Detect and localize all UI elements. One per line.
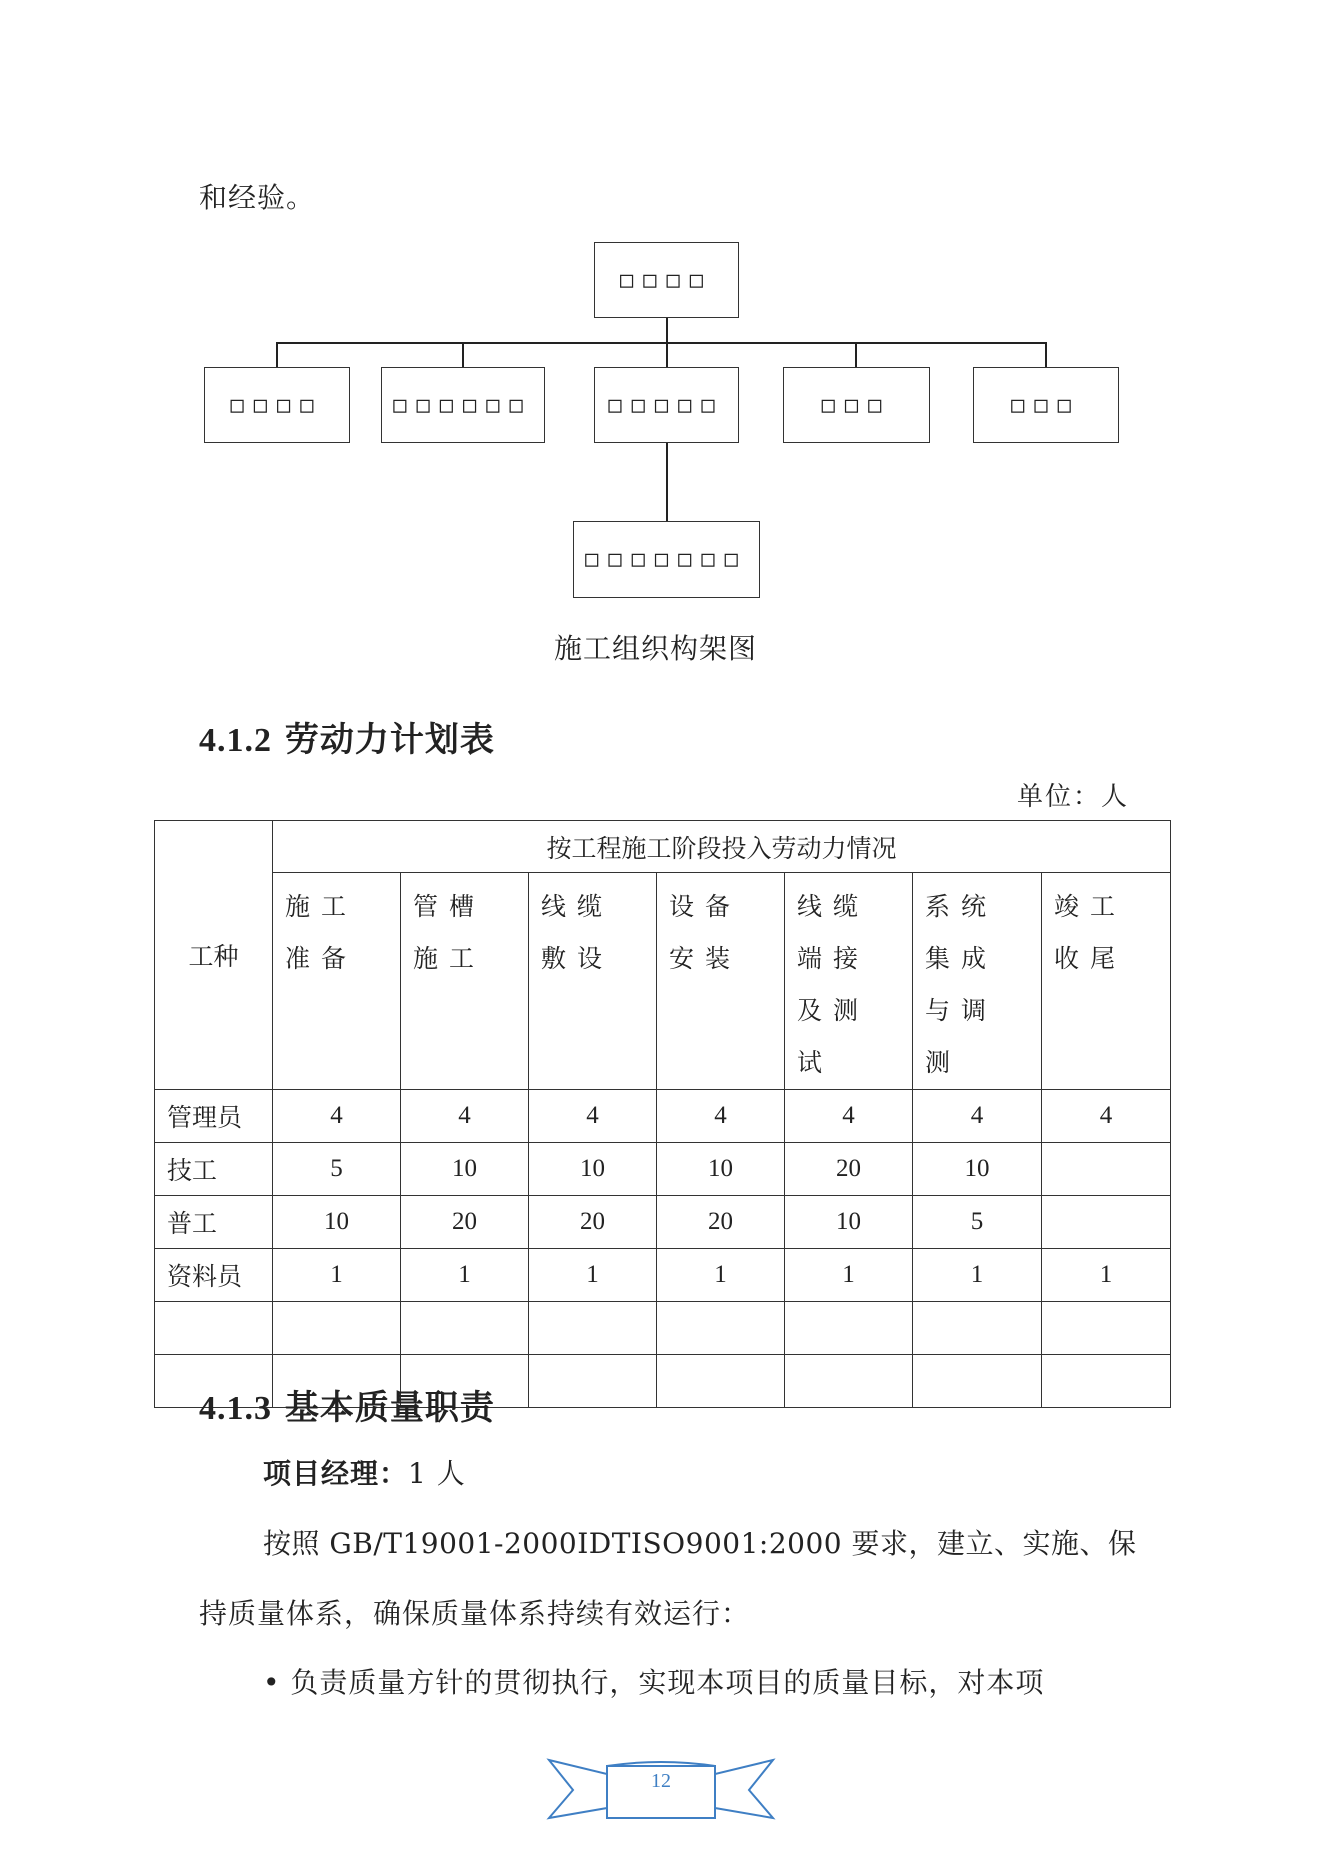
table-cell: 10 [529, 1143, 657, 1196]
section-number: 4.1.3 [199, 1390, 272, 1427]
stage-header: 线缆敷设 [529, 873, 657, 1090]
table-cell [1042, 1196, 1171, 1249]
org-connector [666, 342, 668, 368]
labor-plan-table [154, 820, 1171, 1408]
table-cell [1042, 1302, 1171, 1355]
table-cell: 20 [785, 1143, 913, 1196]
row-label: 普工 [155, 1196, 273, 1249]
table-cell: 4 [273, 1090, 401, 1143]
org-connector [666, 318, 668, 343]
table-cell: 1 [657, 1249, 785, 1302]
table-cell [913, 1302, 1042, 1355]
org-child-box: □□□ [973, 367, 1119, 443]
table-cell [401, 1302, 529, 1355]
section-heading-413 [199, 1380, 495, 1429]
table-cell: 20 [529, 1196, 657, 1249]
bullet-marker: • [263, 1666, 281, 1699]
org-connector [462, 342, 464, 368]
table-row [155, 1249, 1171, 1302]
stage-header: 系统集成与调测 [913, 873, 1042, 1090]
table-cell: 20 [401, 1196, 529, 1249]
org-sub-box: □□□□□□□ [573, 521, 760, 598]
project-manager-heading [263, 1452, 466, 1492]
unit-label: 单位：人 [1017, 782, 1130, 812]
table-cell [273, 1302, 401, 1355]
table-cell [913, 1355, 1042, 1408]
table-cell: 1 [785, 1249, 913, 1302]
intro-text: 和经验。 [199, 181, 316, 214]
bullet-item [263, 1661, 1044, 1701]
table-cell [657, 1355, 785, 1408]
stage-header: 施工准备 [273, 873, 401, 1090]
table-cell [1042, 1143, 1171, 1196]
row-label: 管理员 [155, 1090, 273, 1143]
stage-header: 管槽施工 [401, 873, 529, 1090]
org-chart-caption: 施工组织构架图 [554, 632, 758, 665]
table-cell: 4 [1042, 1090, 1171, 1143]
section-number: 4.1.2 [199, 722, 272, 759]
table-cell: 4 [785, 1090, 913, 1143]
org-child-box: □□□ [783, 367, 930, 443]
table-cell: 5 [913, 1196, 1042, 1249]
table-cell: 10 [273, 1196, 401, 1249]
org-connector [276, 342, 278, 368]
org-connector [276, 342, 1047, 344]
table-cell [529, 1355, 657, 1408]
stage-header: 设备安装 [657, 873, 785, 1090]
table-cell [785, 1355, 913, 1408]
org-connector [1045, 342, 1047, 368]
table-cell [529, 1302, 657, 1355]
table-cell: 1 [529, 1249, 657, 1302]
page-number-ribbon [545, 1756, 777, 1822]
table-cell [785, 1302, 913, 1355]
row-label: 资料员 [155, 1249, 273, 1302]
table-row [155, 1143, 1171, 1196]
table-cell [657, 1302, 785, 1355]
table-cell: 20 [657, 1196, 785, 1249]
pm-count: 1 人 [408, 1457, 466, 1490]
bullet-text: 负责质量方针的贯彻执行，实现本项目的质量目标，对本项 [290, 1666, 1045, 1699]
table-cell: 4 [913, 1090, 1042, 1143]
table-cell: 1 [913, 1249, 1042, 1302]
table-cell [1042, 1355, 1171, 1408]
pm-label: 项目经理： [263, 1457, 409, 1490]
table-row [155, 1090, 1171, 1143]
org-top-box: □□□□ [594, 242, 739, 318]
table-cell: 10 [657, 1143, 785, 1196]
org-connector [666, 443, 668, 521]
org-child-box: □□□□□ [594, 367, 739, 443]
table-row [155, 1302, 1171, 1355]
table-row [155, 1196, 1171, 1249]
org-child-box: □□□□ [204, 367, 350, 443]
table-cell: 4 [529, 1090, 657, 1143]
table-group-header: 按工程施工阶段投入劳动力情况 [273, 821, 1171, 873]
section-title: 劳动力计划表 [284, 720, 495, 760]
row-label: 技工 [155, 1143, 273, 1196]
table-cell: 10 [785, 1196, 913, 1249]
table-corner-header: 工种 [155, 821, 273, 1090]
page-number: 12 [651, 1770, 671, 1792]
paragraph-line: 持质量体系，确保质量体系持续有效运行： [199, 1597, 751, 1630]
table-cell: 4 [401, 1090, 529, 1143]
stage-header: 竣工收尾 [1042, 873, 1171, 1090]
section-title: 基本质量职责 [284, 1388, 495, 1428]
table-cell: 10 [913, 1143, 1042, 1196]
paragraph-line: 按照 GB/T19001-2000IDTISO9001:2000 要求，建立、实施、保 [263, 1527, 1137, 1560]
table-cell: 4 [657, 1090, 785, 1143]
row-label [155, 1302, 273, 1355]
table-cell: 10 [401, 1143, 529, 1196]
org-connector [855, 342, 857, 368]
table-cell: 5 [273, 1143, 401, 1196]
stage-header: 线缆端接及测试 [785, 873, 913, 1090]
table-cell: 1 [401, 1249, 529, 1302]
section-heading-412 [199, 712, 495, 761]
table-cell: 1 [273, 1249, 401, 1302]
table-cell: 1 [1042, 1249, 1171, 1302]
org-child-box: □□□□□□ [381, 367, 545, 443]
